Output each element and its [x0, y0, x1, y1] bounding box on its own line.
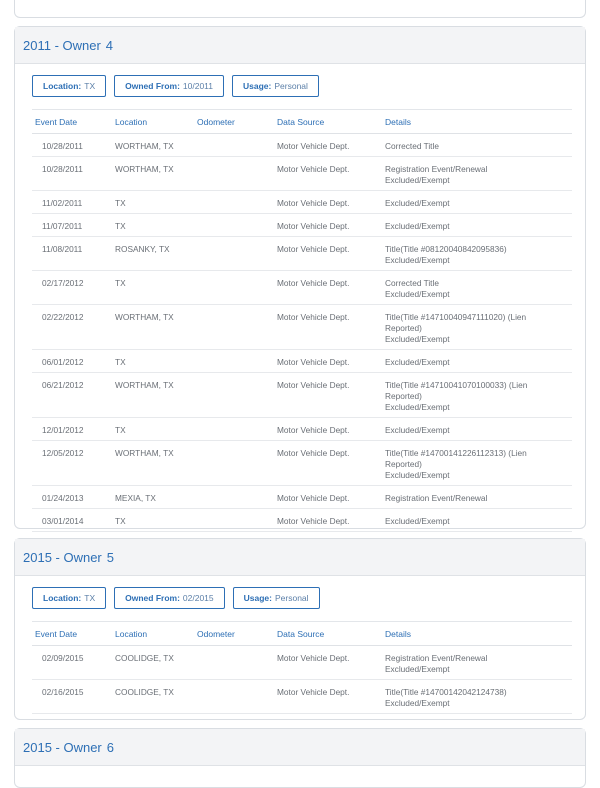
- event-details: [382, 237, 572, 271]
- event-date: 02/17/2012: [32, 271, 112, 305]
- column-header: Data Source: [274, 110, 382, 134]
- event-detail-line: Excluded/Exempt: [385, 334, 450, 344]
- owner-header[interactable]: [15, 539, 585, 576]
- event-odometer: [194, 350, 274, 373]
- event-location: ROSANKY, TX: [112, 237, 194, 271]
- owned-from-chip: Owned From: 10/2011: [114, 75, 224, 97]
- event-detail-line: Registration Event/Renewal: [385, 164, 488, 174]
- event-data-source: Motor Vehicle Dept.: [274, 157, 382, 191]
- column-header: Event Date: [32, 110, 112, 134]
- column-header: Odometer: [194, 622, 274, 646]
- event-location: MEXIA, TX: [112, 486, 194, 509]
- column-header: Event Date: [32, 622, 112, 646]
- table-row: [32, 305, 572, 350]
- column-header: Location: [112, 110, 194, 134]
- event-history-table: [32, 109, 572, 555]
- table-row: [32, 134, 572, 157]
- table-row: [32, 486, 572, 509]
- event-date: 03/01/2014: [32, 509, 112, 532]
- table-row: [32, 646, 572, 680]
- event-location: TX: [112, 191, 194, 214]
- owner-card: [14, 538, 586, 720]
- event-detail-line: Excluded/Exempt: [385, 516, 450, 526]
- owner-card: [14, 26, 586, 529]
- column-header: Data Source: [274, 622, 382, 646]
- event-details: [382, 134, 572, 157]
- event-detail-line: Excluded/Exempt: [385, 470, 450, 480]
- table-row: [32, 350, 572, 373]
- event-detail-line: Excluded/Exempt: [385, 289, 450, 299]
- event-detail-line: Excluded/Exempt: [385, 664, 450, 674]
- event-date: 01/24/2013: [32, 486, 112, 509]
- event-odometer: [194, 191, 274, 214]
- location-chip: Location: TX: [32, 587, 106, 609]
- event-location: WORTHAM, TX: [112, 305, 194, 350]
- event-odometer: [194, 646, 274, 680]
- event-detail-line: Excluded/Exempt: [385, 198, 450, 208]
- event-details: [382, 509, 572, 532]
- column-header: Location: [112, 622, 194, 646]
- event-odometer: [194, 373, 274, 418]
- event-details: [382, 373, 572, 418]
- event-detail-line: Corrected Title: [385, 278, 439, 288]
- table-row: [32, 418, 572, 441]
- table-row: [32, 680, 572, 714]
- owner-summary-chips: [15, 576, 585, 621]
- event-location: TX: [112, 418, 194, 441]
- table-row: [32, 214, 572, 237]
- event-date: 12/01/2012: [32, 418, 112, 441]
- event-detail-line: Title(Title #14700142042124738): [385, 687, 507, 697]
- event-data-source: Motor Vehicle Dept.: [274, 214, 382, 237]
- event-detail-line: Title(Title #14710041070100033) (Lien: [385, 380, 528, 390]
- event-detail-line: Excluded/Exempt: [385, 402, 450, 412]
- owner-title: 2011 - Owner 4: [23, 37, 114, 53]
- previous-owner-card-bottom: [14, 0, 586, 18]
- event-data-source: Motor Vehicle Dept.: [274, 134, 382, 157]
- event-location: COOLIDGE, TX: [112, 646, 194, 680]
- event-data-source: Motor Vehicle Dept.: [274, 486, 382, 509]
- event-location: TX: [112, 271, 194, 305]
- table-row: [32, 271, 572, 305]
- table-row: [32, 373, 572, 418]
- event-date: 10/28/2011: [32, 134, 112, 157]
- event-data-source: Motor Vehicle Dept.: [274, 680, 382, 714]
- table-row: [32, 191, 572, 214]
- event-details: [382, 680, 572, 714]
- event-data-source: Motor Vehicle Dept.: [274, 441, 382, 486]
- usage-chip: Usage: Personal: [233, 587, 320, 609]
- event-detail-line: Excluded/Exempt: [385, 255, 450, 265]
- event-date: 11/02/2011: [32, 191, 112, 214]
- usage-chip: Usage: Personal: [232, 75, 319, 97]
- event-data-source: Motor Vehicle Dept.: [274, 305, 382, 350]
- event-data-source: Motor Vehicle Dept.: [274, 418, 382, 441]
- event-details: [382, 157, 572, 191]
- event-location: TX: [112, 509, 194, 532]
- event-details: [382, 214, 572, 237]
- event-odometer: [194, 134, 274, 157]
- event-location: WORTHAM, TX: [112, 134, 194, 157]
- event-location: TX: [112, 214, 194, 237]
- event-detail-line: Title(Title #08120040842095836): [385, 244, 507, 254]
- event-details: [382, 486, 572, 509]
- event-odometer: [194, 509, 274, 532]
- event-location: TX: [112, 350, 194, 373]
- event-detail-line: Reported): [385, 391, 422, 401]
- event-odometer: [194, 418, 274, 441]
- column-header: Details: [382, 622, 572, 646]
- event-date: 12/05/2012: [32, 441, 112, 486]
- event-detail-line: Reported): [385, 459, 422, 469]
- event-detail-line: Corrected Title: [385, 141, 439, 151]
- owner-card: [14, 728, 586, 788]
- event-data-source: Motor Vehicle Dept.: [274, 509, 382, 532]
- event-date: 02/16/2015: [32, 680, 112, 714]
- event-date: 02/22/2012: [32, 305, 112, 350]
- event-date: 11/07/2011: [32, 214, 112, 237]
- event-detail-line: Title(Title #14700141226112313) (Lien: [385, 448, 527, 458]
- event-detail-line: Registration Event/Renewal: [385, 493, 488, 503]
- event-data-source: Motor Vehicle Dept.: [274, 373, 382, 418]
- event-detail-line: Reported): [385, 323, 422, 333]
- event-date: 10/28/2011: [32, 157, 112, 191]
- event-detail-line: Excluded/Exempt: [385, 357, 450, 367]
- event-detail-line: Registration Event/Renewal: [385, 653, 488, 663]
- table-row: [32, 441, 572, 486]
- event-details: [382, 646, 572, 680]
- event-odometer: [194, 237, 274, 271]
- table-row: [32, 237, 572, 271]
- location-chip: Location: TX: [32, 75, 106, 97]
- column-header: Odometer: [194, 110, 274, 134]
- event-details: [382, 191, 572, 214]
- event-detail-line: Excluded/Exempt: [385, 175, 450, 185]
- event-odometer: [194, 486, 274, 509]
- owner-summary-chips: [15, 64, 585, 109]
- owner-header[interactable]: [15, 729, 585, 766]
- event-location: WORTHAM, TX: [112, 441, 194, 486]
- event-detail-line: Excluded/Exempt: [385, 221, 450, 231]
- event-odometer: [194, 214, 274, 237]
- event-date: 06/01/2012: [32, 350, 112, 373]
- event-data-source: Motor Vehicle Dept.: [274, 646, 382, 680]
- event-date: 06/21/2012: [32, 373, 112, 418]
- event-data-source: Motor Vehicle Dept.: [274, 191, 382, 214]
- owner-header[interactable]: [15, 27, 585, 64]
- event-data-source: Motor Vehicle Dept.: [274, 271, 382, 305]
- event-location: WORTHAM, TX: [112, 373, 194, 418]
- owned-from-chip: Owned From: 02/2015: [114, 587, 225, 609]
- event-location: COOLIDGE, TX: [112, 680, 194, 714]
- event-location: WORTHAM, TX: [112, 157, 194, 191]
- table-row: [32, 157, 572, 191]
- table-row: [32, 509, 572, 532]
- event-odometer: [194, 441, 274, 486]
- event-data-source: Motor Vehicle Dept.: [274, 350, 382, 373]
- column-header: Details: [382, 110, 572, 134]
- event-history-table: [32, 621, 572, 714]
- event-detail-line: Excluded/Exempt: [385, 698, 450, 708]
- owner-title: 2015 - Owner 6: [23, 739, 114, 755]
- event-details: [382, 441, 572, 486]
- event-date: 11/08/2011: [32, 237, 112, 271]
- event-details: [382, 350, 572, 373]
- owner-title: 2015 - Owner 5: [23, 549, 114, 565]
- event-data-source: Motor Vehicle Dept.: [274, 237, 382, 271]
- event-detail-line: Title(Title #14710040947111020) (Lien: [385, 312, 527, 322]
- event-detail-line: Excluded/Exempt: [385, 425, 450, 435]
- event-odometer: [194, 271, 274, 305]
- event-odometer: [194, 680, 274, 714]
- event-odometer: [194, 157, 274, 191]
- event-details: [382, 305, 572, 350]
- event-odometer: [194, 305, 274, 350]
- event-details: [382, 271, 572, 305]
- event-date: 02/09/2015: [32, 646, 112, 680]
- event-details: [382, 418, 572, 441]
